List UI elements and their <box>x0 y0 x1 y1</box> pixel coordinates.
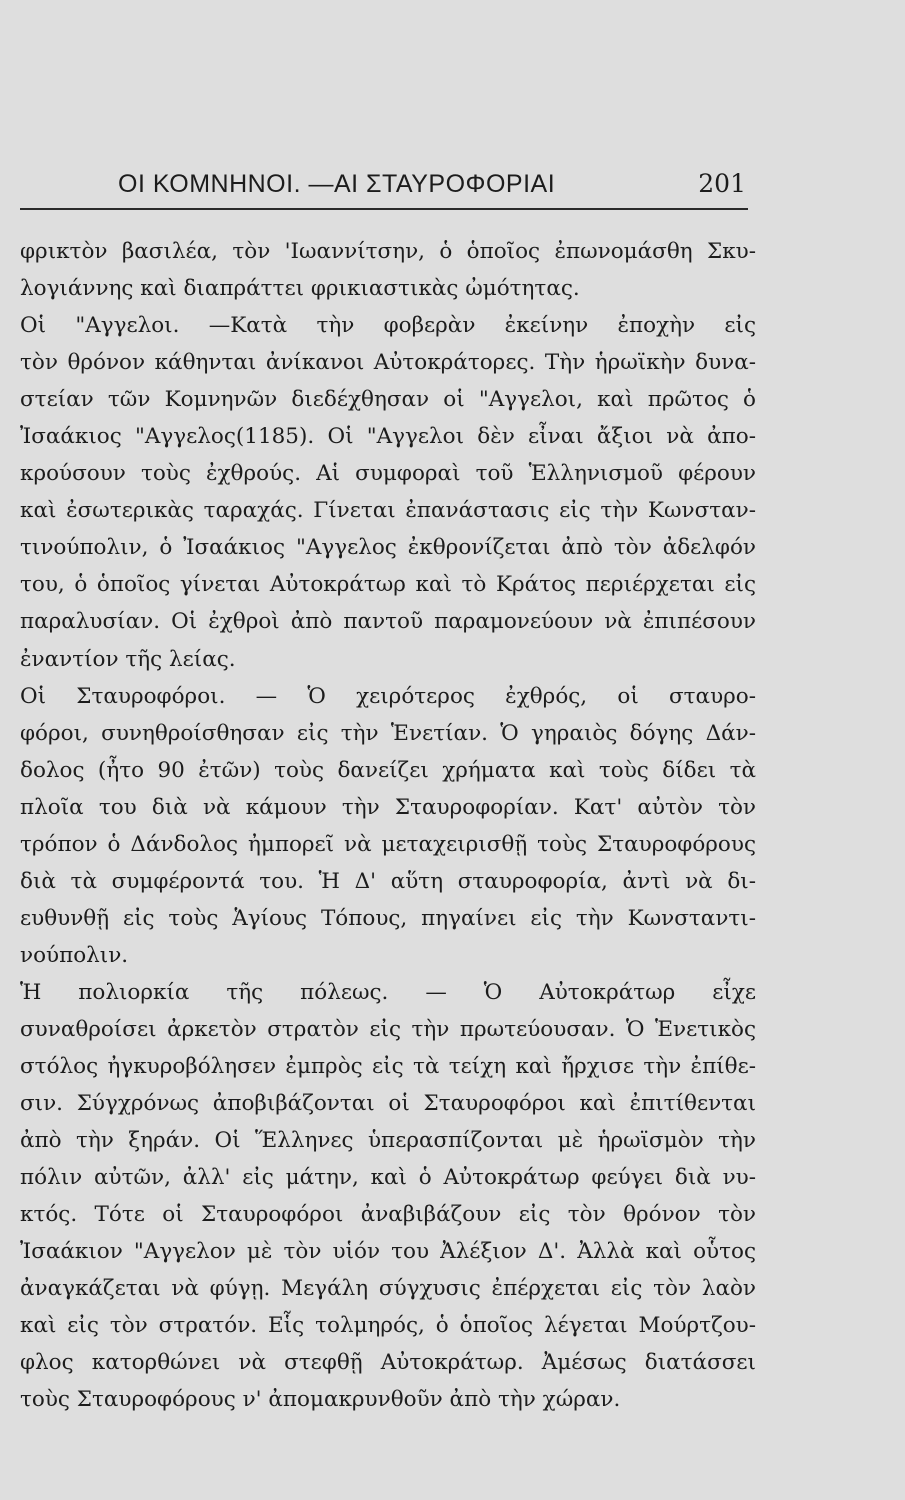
running-title: ΟΙ ΚΟΜΝΗΝΟΙ. —ΑΙ ΣΤΑΥΡΟΦΟΡΙΑΙ <box>118 170 556 198</box>
text-line: Ἰσαάκιος "Αγγελος(1185). Οἱ "Αγγελοι δὲν εἶναι ἄξιοι νὰ ἀπο- <box>20 424 756 450</box>
text-line: τινούπολιν, ὁ Ἰσαάκιος "Αγγελος ἐκθρονίζεται ἀπὸ τὸν ἀδελφόν <box>20 535 756 561</box>
text-line: παραλυσίαν. Οἱ ἐχθροὶ ἀπὸ παντοῦ παραμονεύουν νὰ ἐπιπέσουν <box>20 609 756 635</box>
body-text <box>20 233 756 1419</box>
text-line: στείαν τῶν Κομνηνῶν διεδέχθησαν οἱ "Αγγελοι, καὶ πρῶτος ὁ <box>20 387 756 413</box>
text-line: ἐναντίον τῆς λείας. <box>20 646 236 672</box>
text-line: Ἡ πολιορκία τῆς πόλεως. — Ὁ Αὐτοκράτωρ εἶχε <box>20 979 756 1005</box>
text-line: κρούσουν τοὺς ἐχθρούς. Αἱ συμφοραὶ τοῦ Ἑλληνισμοῦ φέρουν <box>20 461 756 487</box>
text-line: καὶ εἰς τὸν στρατόν. Εἷς τολμηρός, ὁ ὁποῖος λέγεται Μούρτζου- <box>20 1313 756 1339</box>
text-line: νούπολιν. <box>20 942 129 968</box>
text-line: ευθυνθῇ εἰς τοὺς Ἁγίους Τόπους, πηγαίνει εἰς τὴν Κωνσταντι- <box>20 905 756 931</box>
text-line: τὸν θρόνον κάθηνται ἀνίκανοι Αὐτοκράτορες. Τὴν ἡρωϊκὴν δυνα- <box>20 350 756 376</box>
text-line: λογιάννης καὶ διαπράττει φρικιαστικὰς ὠμότητας. <box>20 276 580 302</box>
text-line: καὶ ἐσωτερικὰς ταραχάς. Γίνεται ἐπανάστασις εἰς τὴν Κωνσταν- <box>20 498 756 524</box>
text-line: ἀπὸ τὴν ξηράν. Οἱ Ἕλληνες ὑπερασπίζονται μὲ ἡρωϊσμὸν τὴν <box>20 1128 756 1154</box>
text-line: συναθροίσει ἀρκετὸν στρατὸν εἰς τὴν πρωτεύουσαν. Ὁ Ἑνετικὸς <box>20 1016 756 1042</box>
text-line: Ἰσαάκιον "Αγγελον μὲ τὸν υἱόν του Ἀλέξιον Δ'. Ἀλλὰ καὶ οὗτος <box>20 1239 756 1265</box>
text-line: τρόπον ὁ Δάνδολος ἠμπορεῖ νὰ μεταχειρισθῇ τοὺς Σταυροφόρους <box>20 831 756 857</box>
text-line: στόλος ἠγκυροβόλησεν ἐμπρὸς εἰς τὰ τείχη καὶ ἤρχισε τὴν ἐπίθε- <box>20 1054 756 1080</box>
text-line: φρικτὸν βασιλέα, τὸν 'Ιωαννίτσην, ὁ ὁποῖος ἐπωνομάσθη Σκυ- <box>20 239 756 264</box>
text-line: του, ὁ ὁποῖος γίνεται Αὐτοκράτωρ καὶ τὸ Κράτος περιέρχεται εἰς <box>20 572 756 598</box>
text-line: διὰ τὰ συμφέροντά του. Ἡ Δ' αὕτη σταυροφορία, ἀντὶ νὰ δι- <box>20 868 756 894</box>
text-line: κτός. Τότε οἱ Σταυροφόροι ἀναβιβάζουν εἰς τὸν θρόνον τὸν <box>20 1202 756 1228</box>
text-line: πόλιν αὐτῶν, ἀλλ' εἰς μάτην, καὶ ὁ Αὐτοκράτωρ φεύγει διὰ νυ- <box>20 1165 756 1191</box>
text-line: τοὺς Σταυροφόρους ν' ἀπομακρυνθοῦν ἀπὸ τὴν χώραν. <box>20 1387 621 1413</box>
text-line: ἀναγκάζεται νὰ φύγῃ. Μεγάλη σύγχυσις ἐπέρχεται εἰς τὸν λαὸν <box>20 1276 756 1302</box>
text-line: Οἱ "Αγγελοι. —Κατὰ τὴν φοβερὰν ἐκείνην ἐποχὴν εἰς <box>20 313 756 339</box>
text-line: σιν. Σύγχρόνως ἀποβιβάζονται οἱ Σταυροφόροι καὶ ἐπιτίθενται <box>20 1091 756 1117</box>
text-line: φλος κατορθώνει νὰ στεφθῇ Αὐτοκράτωρ. Ἀμέσως διατάσσει <box>20 1350 756 1376</box>
page-number: 201 <box>698 169 746 198</box>
text-line: δολος (ἦτο 90 ἐτῶν) τοὺς δανείζει χρήματα καὶ τοὺς δίδει τὰ <box>20 757 756 783</box>
text-line: πλοῖα του διὰ νὰ κάμουν τὴν Σταυροφορίαν. Κατ' αὐτὸν τὸν <box>20 794 756 820</box>
text-line: Οἱ Σταυροφόροι. — Ὁ χειρότερος ἐχθρός, οἱ σταυρο- <box>20 683 756 709</box>
text-line: φόροι, συνηθροίσθησαν εἰς τὴν Ἑνετίαν. Ὁ γηραιὸς δόγης Δάν- <box>20 720 756 746</box>
page-header <box>20 168 748 210</box>
